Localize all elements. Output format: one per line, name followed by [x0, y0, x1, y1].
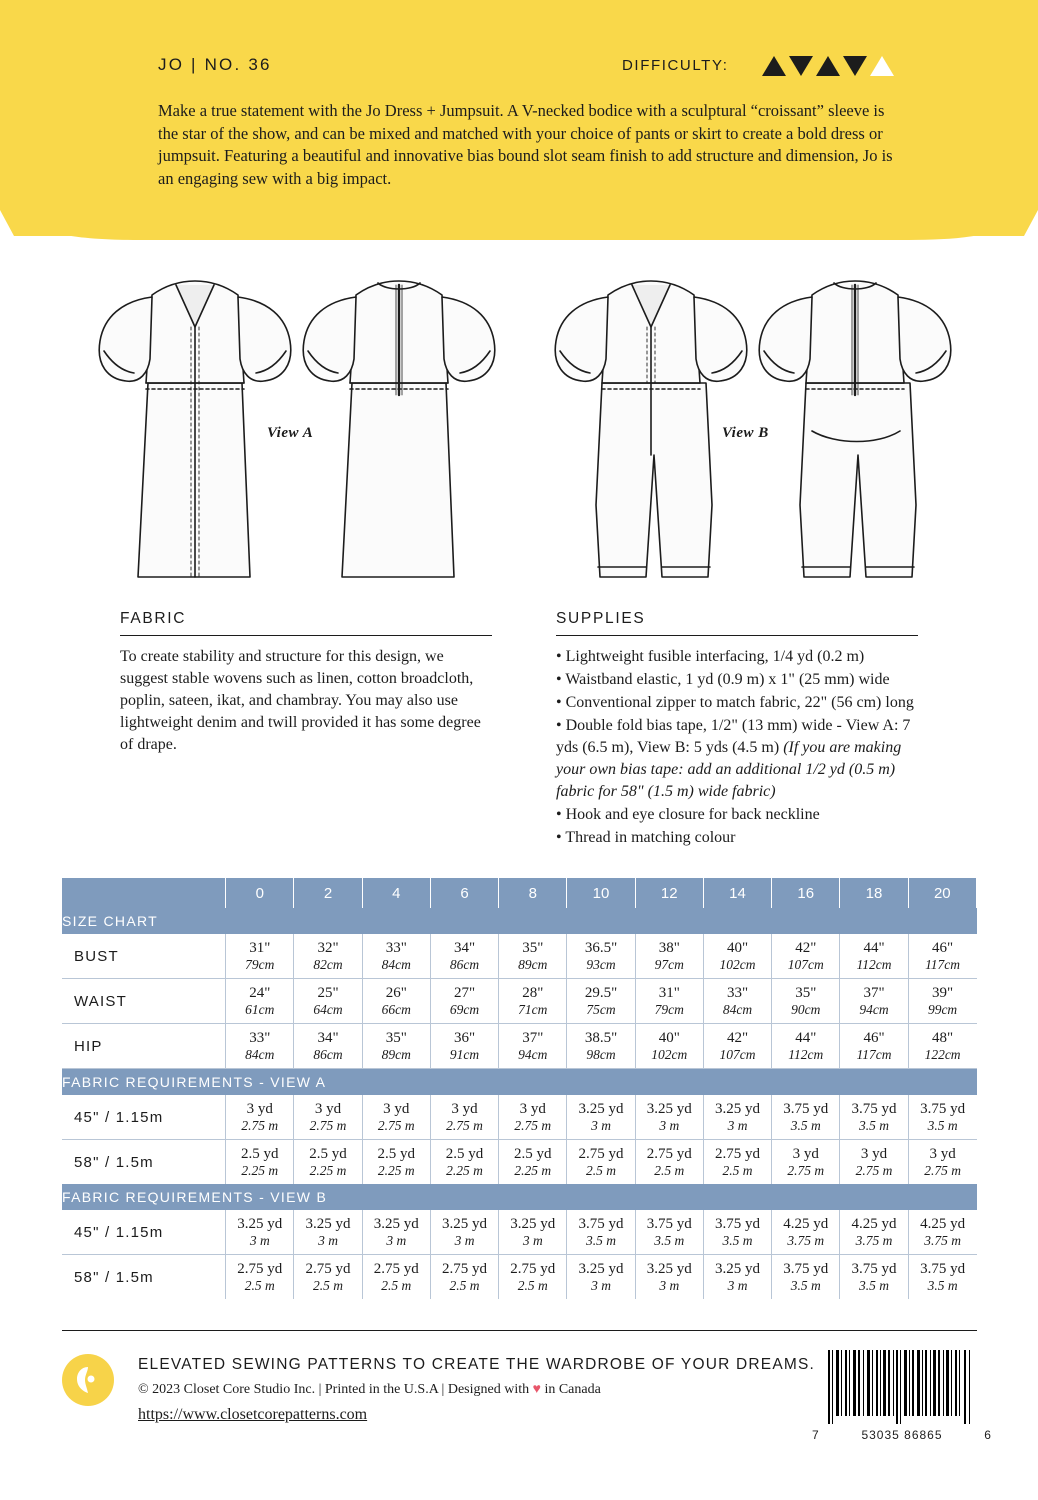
table-cell: 4.25 yd 3.75 m: [772, 1210, 840, 1255]
band-label: SIZE CHART: [62, 908, 977, 934]
table-cell: 42" 107cm: [703, 1024, 771, 1069]
triangle-up-outline-icon: [870, 56, 894, 76]
pattern-description: Make a true statement with the Jo Dress + Jumpsuit. A V-necked bodice with a sculptural “croissant” sleeve is the star of the show, and can be mixed and matched with your choice of pants or skirt to create a bold dress or jumpsuit. Featuring a beautiful and innovative bias bound slot seam finish to add structure and dimension, Jo is an engaging sew with a big impact.: [158, 101, 893, 188]
table-cell: 25" 64cm: [294, 979, 362, 1024]
size-header-cell: 0: [226, 878, 294, 908]
closet-core-logo-icon: [76, 1366, 100, 1394]
table-cell: 2.75 yd 2.5 m: [499, 1255, 567, 1300]
table-cell: 44" 112cm: [772, 1024, 840, 1069]
triangle-down-filled-icon: [789, 56, 813, 76]
row-label: 58" / 1.5m: [62, 1255, 226, 1300]
table-cell: 3.25 yd 3 m: [703, 1255, 771, 1300]
triangle-up-filled-icon: [762, 56, 786, 76]
barcode-number: [812, 1428, 992, 1442]
row-label: HIP: [62, 1024, 226, 1069]
table-cell: 3.75 yd 3.5 m: [840, 1255, 908, 1300]
size-header-cell: 12: [635, 878, 703, 908]
barcode: [824, 1350, 976, 1424]
table-cell: 2.5 yd 2.25 m: [294, 1140, 362, 1185]
table-cell: 40" 102cm: [635, 1024, 703, 1069]
table-cell: 3.25 yd 3 m: [635, 1255, 703, 1300]
footer-copyright: [138, 1382, 601, 1398]
table-cell: 27" 69cm: [430, 979, 498, 1024]
view-a-label: View A: [267, 425, 314, 441]
band-label: FABRIC REQUIREMENTS - VIEW B: [62, 1184, 977, 1210]
table-cell: 3.25 yd 3 m: [499, 1210, 567, 1255]
table-cell: 3.75 yd 3.5 m: [567, 1210, 635, 1255]
size-header-cell: 14: [703, 878, 771, 908]
table-cell: 3.25 yd 3 m: [567, 1095, 635, 1140]
size-header-cell: 18: [840, 878, 908, 908]
table-cell: 24" 61cm: [226, 979, 294, 1024]
difficulty-rating: [762, 56, 894, 76]
header-spacer: [62, 878, 226, 908]
table-cell: 2.5 yd 2.25 m: [430, 1140, 498, 1185]
table-cell: 2.5 yd 2.25 m: [226, 1140, 294, 1185]
size-chart-band: [62, 908, 977, 934]
table-cell: 38" 97cm: [635, 934, 703, 979]
row-label: 45" / 1.15m: [62, 1095, 226, 1140]
table-cell: 33" 84cm: [703, 979, 771, 1024]
row-label: 58" / 1.5m: [62, 1140, 226, 1185]
table-cell: 28" 71cm: [499, 979, 567, 1024]
barcode-digit-mid: 53035 86865: [861, 1428, 943, 1442]
table-cell: 2.75 yd 2.5 m: [430, 1255, 498, 1300]
view-a-back-illustration: [303, 281, 495, 577]
table-cell: 2.75 yd 2.5 m: [362, 1255, 430, 1300]
fabric-requirements-b-band: [62, 1184, 977, 1210]
table-cell: 3 yd 2.75 m: [499, 1095, 567, 1140]
size-header-row: [62, 878, 977, 908]
copyright-before: © 2023 Closet Core Studio Inc. | Printed in the U.S.A | Designed with: [138, 1382, 533, 1397]
table-cell: 3.25 yd 3 m: [430, 1210, 498, 1255]
table-cell: 46" 117cm: [908, 934, 976, 979]
row-label: 45" / 1.15m: [62, 1210, 226, 1255]
table-cell: 31" 79cm: [635, 979, 703, 1024]
table-cell: 34" 86cm: [430, 934, 498, 979]
copyright-after: in Canada: [540, 1382, 601, 1397]
table-cell: 4.25 yd 3.75 m: [908, 1210, 976, 1255]
table-cell: 2.75 yd 2.5 m: [567, 1140, 635, 1185]
table-cell: 3.75 yd 3.5 m: [635, 1210, 703, 1255]
table-cell: 3.25 yd 3 m: [703, 1095, 771, 1140]
size-header-cell: 16: [772, 878, 840, 908]
table-row: [62, 1210, 977, 1255]
size-header-cell: 6: [430, 878, 498, 908]
size-chart: [62, 878, 977, 1299]
footer-tagline: ELEVATED SEWING PATTERNS TO CREATE THE WARDROBE OF YOUR DREAMS.: [138, 1356, 816, 1373]
table-cell: 40" 102cm: [703, 934, 771, 979]
row-label: BUST: [62, 934, 226, 979]
triangle-down-filled-icon: [843, 56, 867, 76]
size-header-cell: 8: [499, 878, 567, 908]
table-cell: 2.75 yd 2.5 m: [226, 1255, 294, 1300]
bias-tape-text: Double fold bias tape, 1/2" (13 mm) wide - View A: 7 yds (6.5 m), View B: 5 yds (4.5 m): [556, 717, 911, 756]
row-label: WAIST: [62, 979, 226, 1024]
table-row: [62, 1095, 977, 1140]
table-cell: 33" 84cm: [226, 1024, 294, 1069]
table-cell: 3 yd 2.75 m: [294, 1095, 362, 1140]
table-cell: 3.75 yd 3.5 m: [920, 1260, 966, 1293]
list-item: • Lightweight fusible interfacing, 1/4 yd (0.2 m): [556, 646, 918, 668]
table-cell: 3.75 yd 3.5 m: [703, 1210, 771, 1255]
size-header-cell: 20: [908, 878, 976, 908]
size-header-cell: 4: [362, 878, 430, 908]
table-row: [62, 979, 977, 1024]
fabric-title: FABRIC: [120, 610, 187, 627]
view-a-front-illustration: [99, 281, 291, 577]
fabric-requirements-a-band: [62, 1069, 977, 1096]
bias-tape-note: (If you are making your own bias tape: add an additional 1/2 yd (0.5 m) fabric for 58" (1.5 m) wide fabric): [556, 739, 902, 800]
table-row: [62, 1255, 977, 1300]
heart-icon: ♥: [532, 1382, 541, 1397]
table-cell: 36" 91cm: [430, 1024, 498, 1069]
table-cell: 3 yd 2.75 m: [226, 1095, 294, 1140]
list-item: • Waistband elastic, 1 yd (0.9 m) x 1" (25 mm) wide: [556, 669, 918, 691]
table-cell: 37" 94cm: [840, 979, 908, 1024]
difficulty-label: DIFFICULTY:: [622, 57, 729, 74]
table-cell: 35" 89cm: [499, 934, 567, 979]
table-cell: 2.75 yd 2.5 m: [635, 1140, 703, 1185]
table-cell: 3.25 yd 3 m: [226, 1210, 294, 1255]
band-label: FABRIC REQUIREMENTS - VIEW A: [62, 1069, 977, 1096]
barcode-digit-right: 6: [984, 1428, 992, 1442]
table-cell: 4.25 yd 3.75 m: [840, 1210, 908, 1255]
table-cell: 31" 79cm: [226, 934, 294, 979]
header-banner: [0, 0, 1038, 250]
table-cell: 37" 94cm: [499, 1024, 567, 1069]
triangle-up-filled-icon: [816, 56, 840, 76]
table-row: [62, 1024, 977, 1069]
table-cell: 42" 107cm: [772, 934, 840, 979]
table-cell: 46" 117cm: [840, 1024, 908, 1069]
table-cell: 3.25 yd 3 m: [362, 1210, 430, 1255]
supplies-title: SUPPLIES: [556, 610, 646, 627]
fabric-section: [120, 610, 492, 756]
table-cell: 2.5 yd 2.25 m: [499, 1140, 567, 1185]
table-cell: 3.25 yd 3 m: [294, 1210, 362, 1255]
list-item: • Conventional zipper to match fabric, 22" (56 cm) long: [556, 692, 918, 714]
garment-illustrations: [0, 255, 1038, 595]
table-cell: 44" 112cm: [840, 934, 908, 979]
view-b-label: View B: [722, 425, 769, 441]
table-cell: 35" 89cm: [362, 1024, 430, 1069]
table-cell: 38.5" 98cm: [567, 1024, 635, 1069]
page-title: JO | NO. 36: [158, 55, 272, 74]
table-cell: 29.5" 75cm: [567, 979, 635, 1024]
table-cell: 2.5 yd 2.25 m: [362, 1140, 430, 1185]
table-cell: 2.75 yd 2.5 m: [294, 1255, 362, 1300]
table-cell: 3.75 yd 3.5 m: [772, 1095, 840, 1140]
list-item: • Thread in matching colour: [556, 827, 918, 849]
table-cell: 39" 99cm: [908, 979, 976, 1024]
table-cell: 3.75 yd 3.5 m: [772, 1255, 840, 1300]
barcode-digit-left: 7: [812, 1428, 820, 1442]
table-cell: 3 yd 2.75 m: [924, 1145, 961, 1178]
fabric-divider: [120, 635, 492, 636]
table-row: [62, 934, 977, 979]
table-cell: 48" 122cm: [908, 1024, 976, 1069]
website-link[interactable]: https://www.closetcorepatterns.com: [138, 1406, 368, 1423]
fabric-text: To create stability and structure for this design, we suggest stable wovens such as linen, cotton broadcloth, poplin, sateen, ikat, and chambray. You may also use lightweight denim and twill provided it has some degree of drape.: [120, 648, 481, 753]
table-cell: 33" 84cm: [362, 934, 430, 979]
size-header-cell: 10: [567, 878, 635, 908]
supplies-divider: [556, 635, 918, 636]
table-cell: 32" 82cm: [294, 934, 362, 979]
table-cell: 3 yd 2.75 m: [430, 1095, 498, 1140]
table-cell: 3.75 yd 3.5 m: [908, 1095, 976, 1140]
table-cell: 26" 66cm: [362, 979, 430, 1024]
list-item: [556, 715, 918, 803]
table-cell: 35" 90cm: [772, 979, 840, 1024]
table-cell: 3 yd 2.75 m: [362, 1095, 430, 1140]
supplies-list: [556, 646, 918, 849]
table-cell: 3.25 yd 3 m: [635, 1095, 703, 1140]
table-cell: 3.75 yd 3.5 m: [840, 1095, 908, 1140]
table-cell: 2.75 yd 2.5 m: [703, 1140, 771, 1185]
supplies-section: [556, 610, 918, 850]
table-row: [62, 1140, 977, 1185]
view-b-front-illustration: [555, 281, 747, 577]
table-cell: 34" 86cm: [294, 1024, 362, 1069]
table-cell: 3 yd 2.75 m: [840, 1140, 908, 1185]
list-item: • Hook and eye closure for back neckline: [556, 804, 918, 826]
footer-divider: [62, 1330, 977, 1331]
table-cell: 3.25 yd 3 m: [567, 1255, 635, 1300]
brand-logo: [62, 1354, 114, 1406]
size-header-cell: 2: [294, 878, 362, 908]
table-cell: 36.5" 93cm: [567, 934, 635, 979]
technical-drawings: [0, 255, 1038, 595]
view-b-back-illustration: [759, 281, 951, 577]
table-cell: 3 yd 2.75 m: [772, 1140, 840, 1185]
